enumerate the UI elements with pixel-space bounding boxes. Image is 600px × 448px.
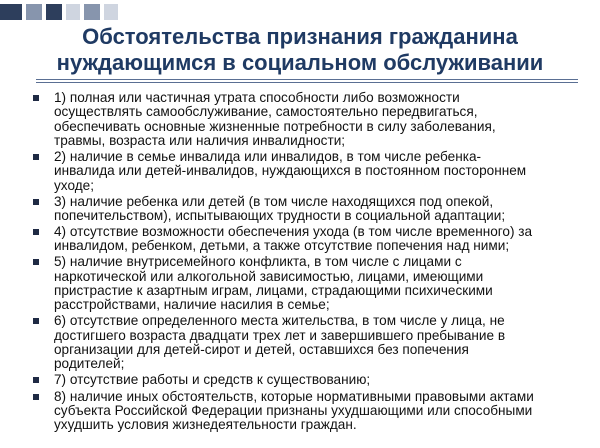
list-item — [0, 373, 600, 387]
slide-title-line: нуждающимся в социальном обслуживании — [56, 50, 544, 75]
list-item-line: наркотической или алкогольной зависимостью, лицами, имеющими — [54, 268, 484, 284]
list-item-line: 8) наличие иных обстоятельств, которые нормативными правовыми актами — [54, 388, 534, 404]
list-item — [0, 314, 600, 371]
square-bullet-icon — [33, 377, 39, 383]
circumstances-list — [0, 91, 600, 434]
list-item-line: инвалида или детей-инвалидов, нуждающихся в постоянном постороннем — [54, 163, 527, 179]
list-item-line: 1) полная или частичная утрата способности либо возможности — [54, 90, 460, 105]
square-bullet-icon — [33, 259, 39, 265]
list-item-line: организации для детей-сирот и детей, оставшихся без попечения — [54, 342, 469, 358]
list-item-line: пристрастие к азартным играм, лицами, страдающими психическими — [54, 283, 493, 299]
list-item-line: 5) наличие внутрисемейного конфликта, в том числе с лицами с — [54, 254, 462, 270]
list-item-line: инвалидом, ребенком, детьми, а также отсутствие попечения над ними; — [54, 238, 510, 254]
list-item-line: 3) наличие ребенка или детей (в том числе находящихся под опекой, — [54, 193, 494, 209]
list-item-line: осуществлять самообслуживание, самостоятельно передвигаться, — [54, 104, 478, 120]
slide-title — [20, 24, 580, 76]
list-item — [0, 91, 600, 148]
list-item-line: обеспечивать основные жизненные потребности в силу заболевания, — [54, 118, 496, 134]
list-item — [0, 390, 600, 433]
list-item-line: ухудшить условия жизнедеятельности граждан. — [54, 417, 357, 433]
list-item-line: расстройствами, наличие насилия в семье; — [54, 297, 330, 313]
decorative-squares-band — [0, 0, 600, 26]
decorative-square — [26, 4, 42, 20]
list-item-line: уходе; — [54, 177, 94, 193]
list-item-line: травмы, возраста или наличия инвалидности; — [54, 132, 346, 148]
list-item-line: субъекта Российской Федерации признаны ухудшающими или способными — [54, 402, 533, 418]
title-divider — [36, 79, 578, 80]
square-bullet-icon — [33, 394, 39, 400]
list-item-line: 2) наличие в семье инвалида или инвалидов, в том числе ребенка- — [54, 148, 482, 164]
list-item-line: попечительством), испытывающих трудности в социальной адаптации; — [54, 207, 506, 223]
decorative-square — [84, 4, 100, 20]
square-bullet-icon — [33, 154, 39, 160]
list-item-line: родителей; — [54, 356, 125, 372]
decorative-square — [66, 4, 80, 20]
list-item-line: 6) отсутствие определенного места жительства, в том числе у лица, не — [54, 313, 505, 329]
square-bullet-icon — [33, 229, 39, 235]
list-item-line: достигшего возраста двадцати трех лет и завершившего пребывание в — [54, 327, 506, 343]
list-item — [0, 195, 600, 224]
list-item-line: 4) отсутствие возможности обеспечения ухода (в том числе временного) за — [54, 224, 533, 240]
list-item — [0, 255, 600, 312]
decorative-square — [0, 4, 22, 20]
list-item — [0, 150, 600, 193]
decorative-square — [104, 4, 118, 20]
square-bullet-icon — [33, 318, 39, 324]
slide-title-line: Обстоятельства признания гражданина — [82, 24, 518, 49]
square-bullet-icon — [33, 199, 39, 205]
decorative-square — [46, 4, 62, 20]
title-divider — [36, 82, 578, 83]
list-item-line: 7) отсутствие работы и средств к существованию; — [54, 372, 371, 388]
square-bullet-icon — [33, 95, 39, 101]
list-item — [0, 225, 600, 254]
